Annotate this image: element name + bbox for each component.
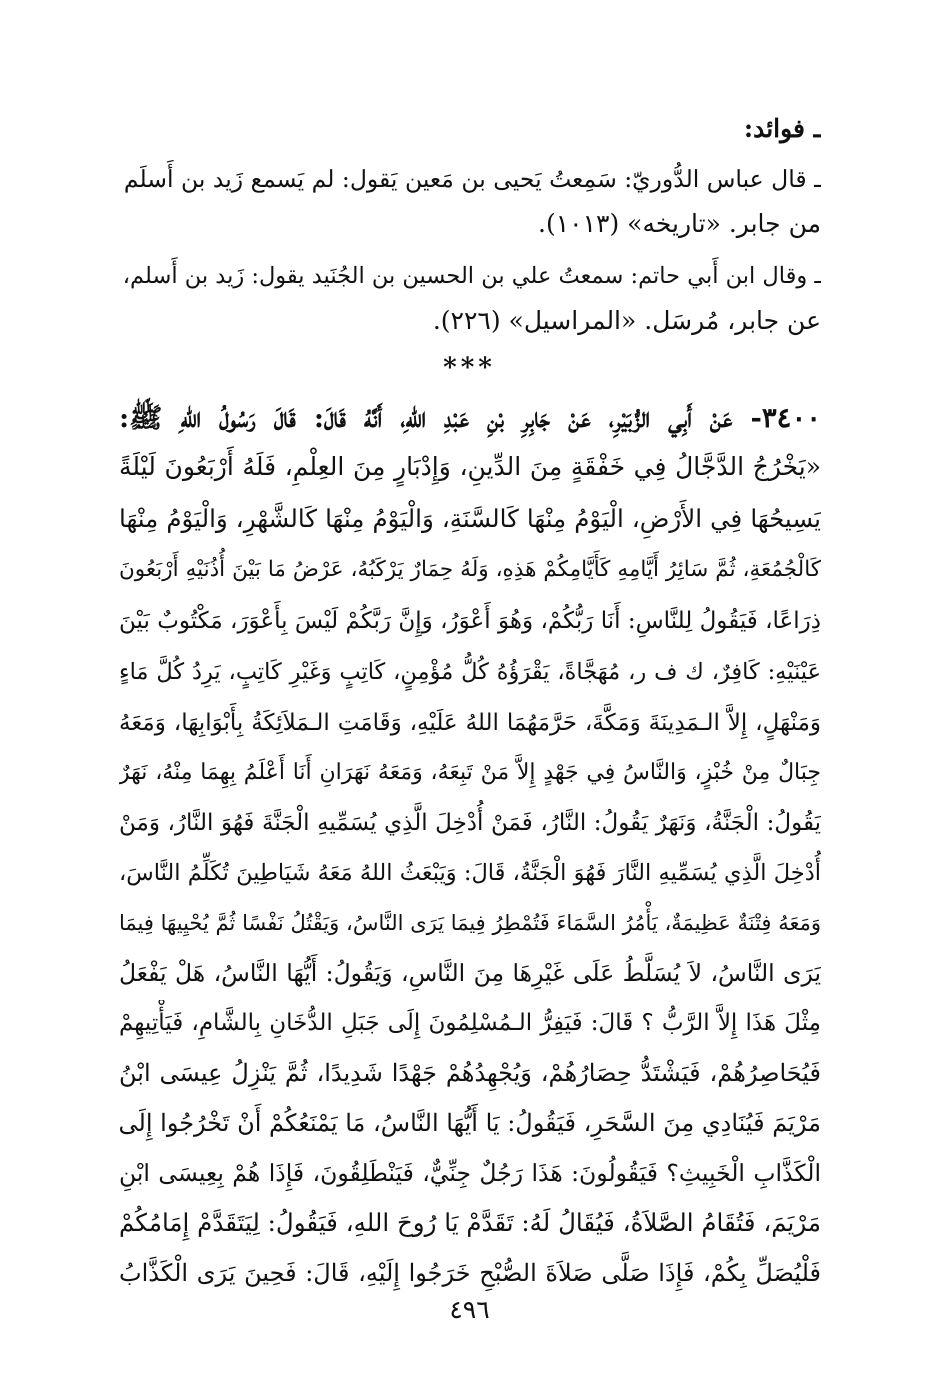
- note-line: عن جابر، مُرسَل. «المراسيل» (٢٢٦).: [432, 306, 821, 335]
- hadith-line: وَمَعَهُ فِتْنَةٌ عَظِيمَةٌ، يَأْمُرُ السَّمَاءَ فَتُمْطِرُ فِيمَا يَرَى النَّاسُ، وَيَقْتُلُ نَفْسًا ثُمَّ يُحْيِيهَا فِيمَا: [119, 911, 821, 935]
- note-line: ـ قال عباس الدُّوريّ: سَمِعتُ يَحيى بن مَعين يَقول: لم يَسمع زَيد بن أَسلَم: [123, 165, 821, 193]
- page-number: ٤٩٦: [449, 1295, 490, 1324]
- hadith-line: فَلْيُصَلِّ بِكُمْ، فَإِذَا صَلَّى صَلاَةَ الصُّبْحِ خَرَجُوا إِلَيْهِ، قَالَ: فَحِينَ يَرَى الْكَذَّابُ: [119, 1259, 821, 1287]
- hadith-line: كَالْجُمُعَةِ، ثُمَّ سَائِرُ أَيَّامِهِ كَأَيَّامِكُمْ هَذِهِ، وَلَهُ حِمَارٌ يَرْكَبُهُ، عَرْضُ مَا بَيْنَ أُذُنَيْهِ أَرْبَعُونَ: [119, 557, 821, 582]
- hadith-line: مِثْلَ هَذَا إِلاَّ الرَّبُّ ؟ قَالَ: فَيَفِرُّ الـمُسْلِمُونَ إِلَى جَبَلِ الدُّخَانِ بِالشَّامِ، فَيَأْتِيهِمْ: [119, 1010, 821, 1036]
- note-line: من جابر. «تاريخه» (١٠١٣).: [538, 209, 821, 238]
- hadith-line: يَرَى النَّاسُ، لاَ يُسَلَّطُ عَلَى غَيْرِهَا مِنَ النَّاسِ، وَيَقُولُ: أَيُّهَا النَّاسُ، هَلْ يَفْعَلُ: [119, 959, 821, 987]
- hadith-line: فَيُحَاصِرُهُمْ، فَيَشْتَدُّ حِصَارُهُمْ، وَيُجْهِدُهُمْ جَهْدًا شَدِيدًا، ثُمَّ يَنْزِلُ عِيسَى ابْنُ: [119, 1059, 821, 1087]
- hadith-line: مَرْيَمَ، فَتُقَامُ الصَّلاَةُ، فَيُقَالُ لَهُ: تَقَدَّمْ يَا رُوحَ اللهِ، فَيَقُولُ: لِيَتَقَدَّمْ إِمَامُكُمْ: [119, 1208, 821, 1237]
- hadith-line: جِبَالٌ مِنْ خُبْزٍ، وَالنَّاسُ فِي جَهْدٍ إِلاَّ مَنْ تَبِعَهُ، وَمَعَهُ نَهَرَانِ أَنَا أَعْلَمُ بِهِمَا مِنْهُ، نَهَرٌ: [119, 760, 821, 785]
- hadith-line: ذِرَاعًا، فَيَقُولُ لِلنَّاسِ: أَنَا رَبُّكُمْ، وَهُوَ أَعْوَرُ، وَإِنَّ رَبَّكُمْ لَيْسَ بِأَعْوَرَ، مَكْتُوبٌ بَيْنَ: [119, 608, 821, 634]
- hadith-line: وَمَنْهَلٍ، إِلاَّ الـمَدِينَةَ وَمَكَّةَ، حَرَّمَهُمَا اللهُ عَلَيْهِ، وَقَامَتِ الـمَلاَئِكَةُ بِأَبْوَابِهَا، وَمَعَهُ: [119, 710, 821, 736]
- hadith-line: يَقُولُ: الْجَنَّةُ، وَنَهَرٌ يَقُولُ: النَّارُ، فَمَنْ أُدْخِلَ الَّذِي يُسَمِّيهِ الْجَنَّةَ فَهُوَ النَّارُ، وَمَنْ: [119, 810, 821, 836]
- section-separator: ***: [443, 353, 496, 383]
- hadith-line: ٣٤٠٠- عَنْ أَبِي الزُّبَيْرِ، عَنْ جَابِرِ بْنِ عَبْدِ اللهِ، أَنَّهُ قَالَ: قَالَ رَسُولُ اللهِ ﷺ:: [119, 402, 821, 434]
- hadith-line: الْكَذَّابِ الْخَبِيثِ؟ فَيَقُولُونَ: هَذَا رَجُلٌ جِنِّيٌّ، فَيَنْطَلِقُونَ، فَإِذَا هُمْ بِعِيسَى ابْنِ: [119, 1159, 821, 1187]
- hadith-line: «يَخْرُجُ الدَّجَّالُ فِي خَفْقَةٍ مِنَ الدِّينِ، وَإِدْبَارٍ مِنَ العِلْمِ، فَلَهُ أَرْبَعُونَ لَيْلَةً: [119, 452, 821, 481]
- note-line: ـ وقال ابن أَبي حاتم: سمعتُ علي بن الحسين بن الجُنَيد يقول: زَيد بن أَسلم،: [122, 263, 821, 289]
- hadith-line: أُدْخِلَ الَّذِي يُسَمِّيهِ النَّارَ فَهُوَ الْجَنَّةُ، قَالَ: وَيَبْعَثُ اللهُ مَعَهُ شَيَاطِينَ تُكَلِّمُ النَّاسَ،: [119, 860, 821, 886]
- notes-heading: ـ فوائد:: [743, 114, 821, 143]
- hadith-line: عَيْنَيْهِ: كَافِرٌ، ك ف ر، مُهَجَّاةً، يَقْرَؤُهُ كُلُّ مُؤْمِنٍ، كَاتِبٍ وَغَيْرِ كَاتِبٍ، يَرِدُ كُلَّ مَاءٍ: [119, 659, 821, 685]
- hadith-line: مَرْيَمَ فَيُنَادِي مِنَ السَّحَرِ، فَيَقُولُ: يَا أَيُّهَا النَّاسُ، مَا يَمْنَعُكُمْ أَنْ تَخْرُجُوا إِلَى: [119, 1109, 821, 1137]
- hadith-line: يَسِيحُهَا فِي الأَرْضِ، الْيَوْمُ مِنْهَا كَالسَّنَةِ، وَالْيَوْمُ مِنْهَا كَالشَّهْرِ، وَالْيَوْمُ مِنْهَا: [119, 504, 821, 533]
